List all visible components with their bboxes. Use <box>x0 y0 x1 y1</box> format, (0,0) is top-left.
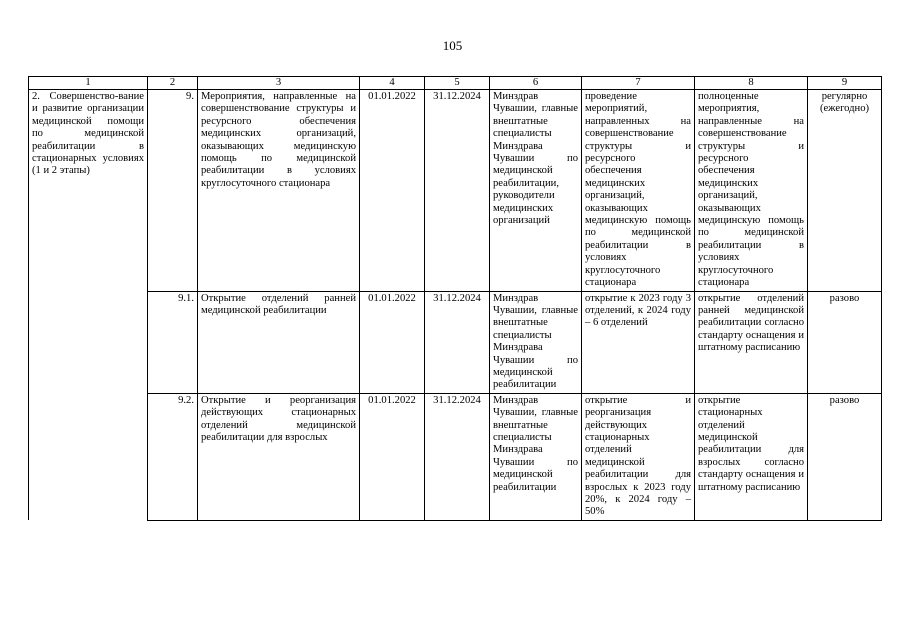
column-number: 4 <box>360 77 425 90</box>
table-row <box>29 90 882 292</box>
plan-table <box>28 76 882 521</box>
column-number: 2 <box>148 77 198 90</box>
result: открытие отделений ранней медицинской реабилитации согласно стандарту оснащения и штатному расписанию <box>695 291 808 393</box>
start-date: 01.01.2022 <box>360 90 425 292</box>
indicator: открытие и реорганизация действующих стационарных отделений медицинской реабилитации для взрослых к 2023 году 20%, к 2024 году – 50% <box>582 393 695 520</box>
event-description: Мероприятия, направленные на совершенствование структуры и ресурсного обеспечения медицинских организаций, оказывающих медицинскую помощь по медицинской реабилитации в условиях круглосуточного стационара <box>198 90 360 292</box>
indicator: проведение мероприятий, направленных на совершенствование структуры и ресурсного обеспечения медицинских организаций, оказывающих медицинскую помощь по медицинской реабилитации в условиях круглосуточного стационара <box>582 90 695 292</box>
row-number: 9. <box>148 90 198 292</box>
responsible: Минздрав Чувашии, главные внештатные специалисты Минздрава Чувашии по медицинской реабилитации <box>490 393 582 520</box>
row-number: 9.2. <box>148 393 198 520</box>
indicator: открытие к 2023 году 3 отделений, к 2024 году – 6 отделений <box>582 291 695 393</box>
column-number: 6 <box>490 77 582 90</box>
end-date: 31.12.2024 <box>425 291 490 393</box>
column-number: 1 <box>29 77 148 90</box>
frequency: разово <box>808 393 882 520</box>
column-number: 3 <box>198 77 360 90</box>
column-number: 9 <box>808 77 882 90</box>
column-number: 5 <box>425 77 490 90</box>
responsible: Минздрав Чувашии, главные внештатные специалисты Минздрава Чувашии по медицинской реабилитации <box>490 291 582 393</box>
end-date: 31.12.2024 <box>425 90 490 292</box>
row-number: 9.1. <box>148 291 198 393</box>
section-title: 2. Совершенство-вание и развитие организации медицинской помощи по медицинской реабилитации в стационарных условиях (1 и 2 этапы) <box>29 90 148 521</box>
page-number: 105 <box>442 38 463 53</box>
end-date: 31.12.2024 <box>425 393 490 520</box>
frequency: разово <box>808 291 882 393</box>
column-number: 7 <box>582 77 695 90</box>
frequency: регулярно (ежегодно) <box>808 90 882 292</box>
result: открытие стационарных отделений медицинской реабилитации для взрослых согласно стандарту оснащения и штатному расписанию <box>695 393 808 520</box>
start-date: 01.01.2022 <box>360 393 425 520</box>
table-row <box>29 393 882 520</box>
column-number: 8 <box>695 77 808 90</box>
responsible: Минздрав Чувашии, главные внештатные специалисты Минздрава Чувашии по медицинской реабилитации, руководители медицинских организаций <box>490 90 582 292</box>
event-description: Открытие отделений ранней медицинской реабилитации <box>198 291 360 393</box>
start-date: 01.01.2022 <box>360 291 425 393</box>
result: полноценные мероприятия, направленные на совершенствование структуры и ресурсного обеспечения медицинских организаций, оказывающих медицинскую помощь по медицинской реабилитации в условиях круглосуточного стационара <box>695 90 808 292</box>
event-description: Открытие и реорганизация действующих стационарных отделений медицинской реабилитации для взрослых <box>198 393 360 520</box>
column-number-row <box>29 77 882 90</box>
table-row <box>29 291 882 393</box>
